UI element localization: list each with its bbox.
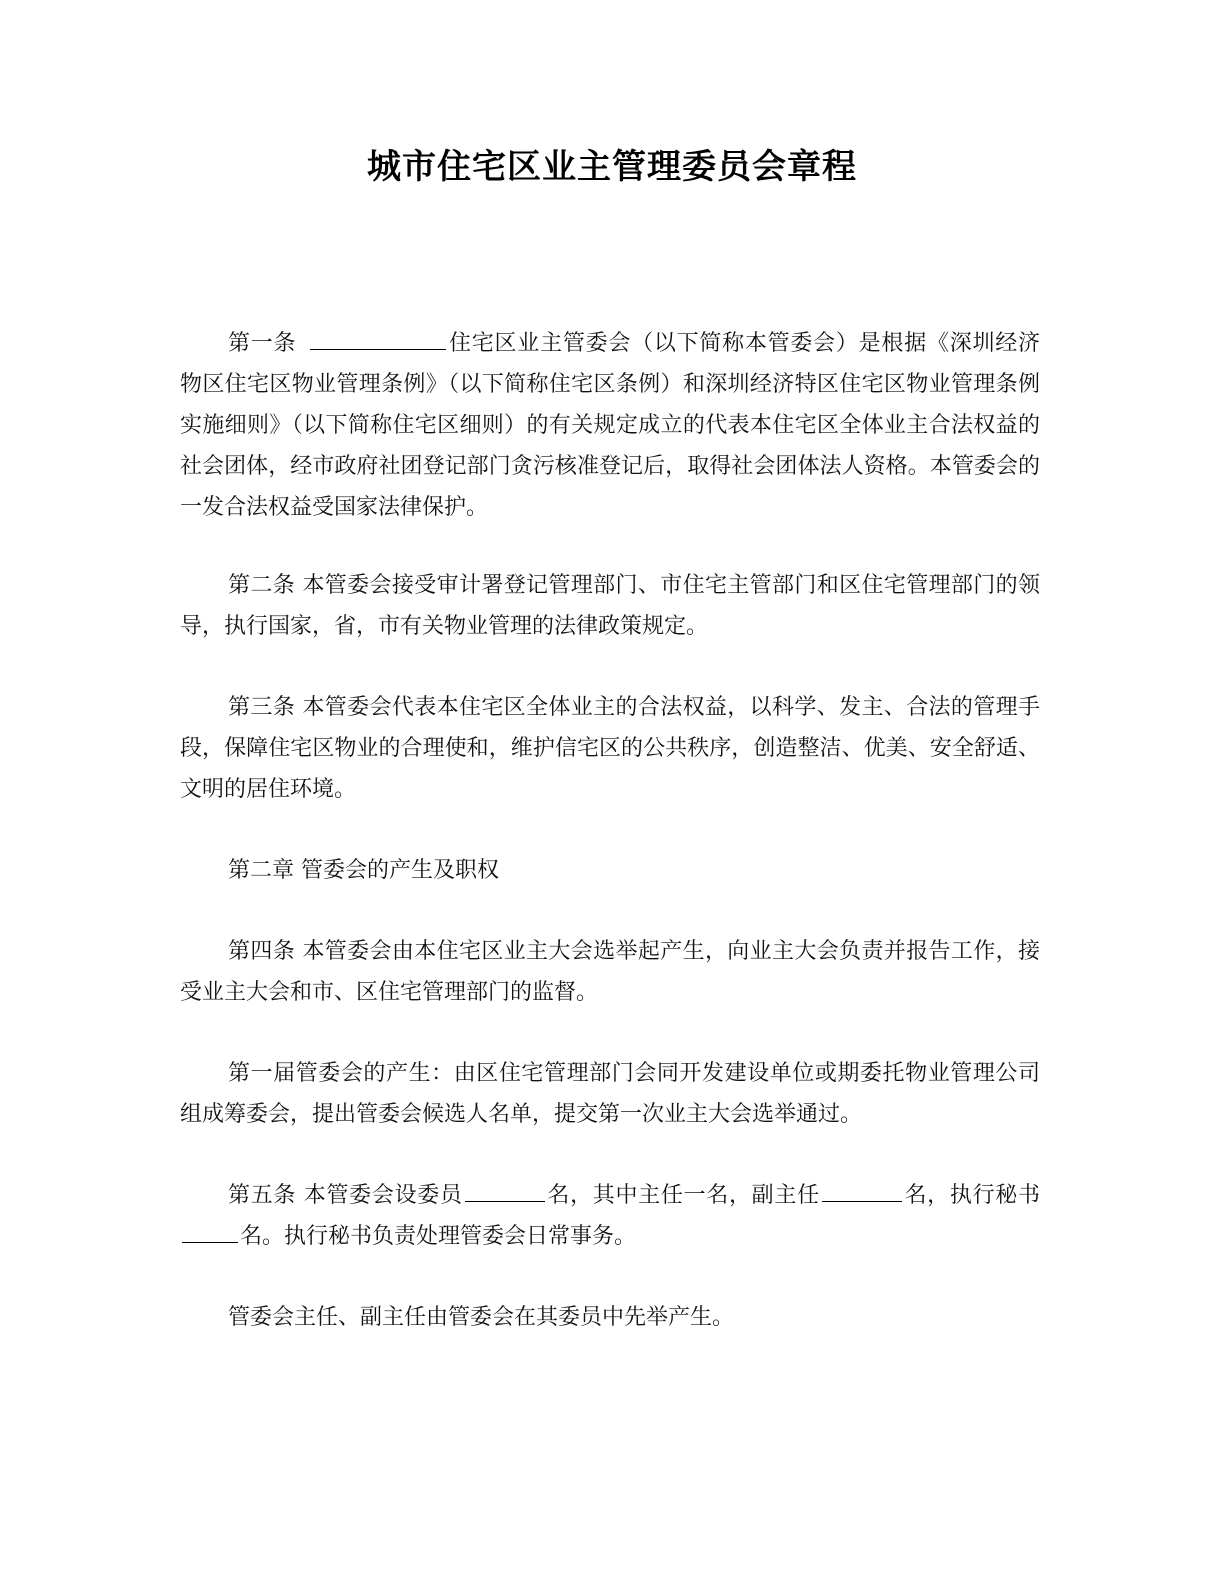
- article-5-part-2: 名，其中主任一名，副主任: [546, 1183, 820, 1208]
- chair-election-paragraph: 管委会主任、副主任由管委会在其委员中先举产生。: [228, 1305, 735, 1330]
- article-5: [180, 1175, 1040, 1257]
- article-5-part-1: 第五条 本管委会设委员: [228, 1183, 463, 1208]
- blank-field: [310, 348, 446, 350]
- chapter-2-heading: 第二章 管委会的产生及职权: [228, 858, 499, 883]
- article-3: 第三条 本管委会代表本住宅区全体业主的合法权益，以科学、发主、合法的管理手段，保障住宅区物业的合理使和，维护信宅区的公共秩序，创造整洁、优美、安全舒适、文明的居住环境。: [180, 695, 1040, 802]
- first-committee-paragraph: 第一届管委会的产生：由区住宅管理部门会同开发建设单位或期委托物业管理公司组成筹委会，提出管委会候选人名单，提交第一次业主大会选举通过。: [180, 1061, 1040, 1127]
- blank-field: [182, 1241, 238, 1243]
- article-5-part-3: 名，执行秘书: [903, 1183, 1040, 1208]
- article-1-lead: 第一条: [228, 331, 297, 356]
- article-1-text: 住宅区业主管委会（以下简称本管委会）是根据《深圳经济物区住宅区物业管理条例》（以下简称住宅区条例）和深圳经济特区住宅区物业管理条例实施细则》（以下简称住宅区细则）的有关规定成立的代表本住宅区全体业主合法权益的社会团体，经市政府社团登记部门贪污核准登记后，取得社会团体法人资格。本管委会的一发合法权益受国家法律保护。: [180, 331, 1040, 520]
- article-1: [180, 323, 1040, 528]
- article-5-part-4: 名。执行秘书负责处理管委会日常事务。: [240, 1224, 637, 1249]
- article-4: 第四条 本管委会由本住宅区业主大会选举起产生，向业主大会负责并报告工作，接受业主大会和市、区住宅管理部门的监督。: [180, 939, 1040, 1005]
- blank-field: [822, 1200, 902, 1202]
- article-2: 第二条 本管委会接受审计署登记管理部门、市住宅主管部门和区住宅管理部门的领导，执行国家，省，市有关物业管理的法律政策规定。: [180, 573, 1040, 639]
- document-title: 城市住宅区业主管理委员会章程: [367, 147, 857, 187]
- blank-field: [465, 1200, 545, 1202]
